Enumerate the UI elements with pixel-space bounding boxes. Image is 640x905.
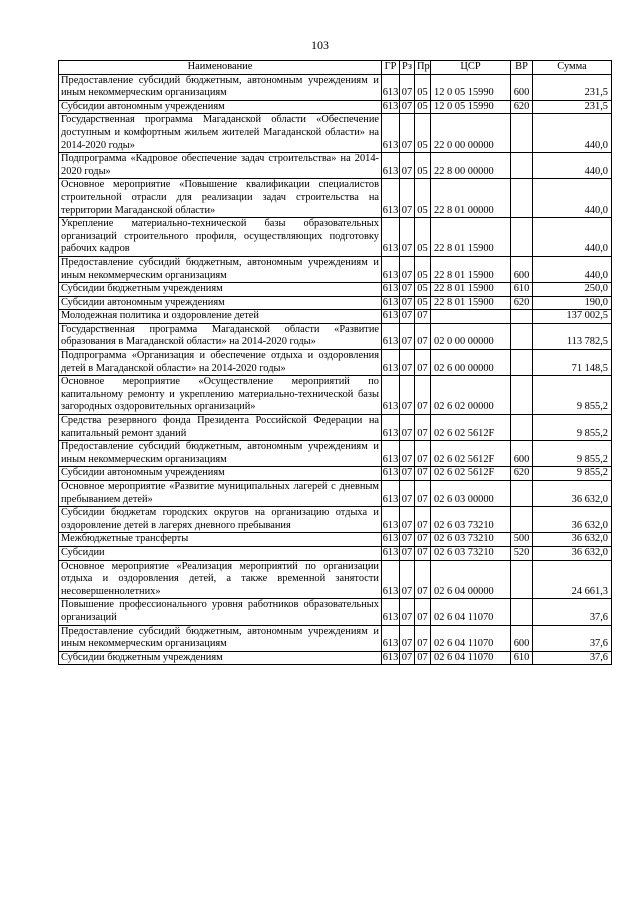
cell-name: Укрепление материально-технической базы образовательных организаций строительного профиля, осуществляющих подготовку рабочих кадров: [59, 218, 382, 257]
cell-name: Предоставление субсидий бюджетным, автономным учреждениям и иным некоммерческим организациям: [59, 74, 382, 100]
cell-name: Субсидии бюджетам городских округов на организацию отдыха и оздоровление детей в лагерях дневного пребывания: [59, 507, 382, 533]
cell-csr: 22 0 00 00000: [431, 114, 511, 153]
cell-csr: 02 6 04 00000: [431, 560, 511, 599]
table-row: [59, 546, 612, 560]
cell-pr: 05: [415, 74, 431, 100]
cell-pr: 07: [415, 481, 431, 507]
cell-csr: 02 6 03 00000: [431, 481, 511, 507]
cell-rz: 07: [400, 625, 415, 651]
cell-vr: [511, 507, 533, 533]
table-row: [59, 153, 612, 179]
cell-name: Субсидии бюджетным учреждениям: [59, 651, 382, 665]
cell-name: Предоставление субсидий бюджетным, автономным учреждениям и иным некоммерческим организациям: [59, 625, 382, 651]
cell-rz: 07: [400, 560, 415, 599]
header-csr: ЦСР: [431, 61, 511, 75]
cell-vr: [511, 114, 533, 153]
table-row: [59, 415, 612, 441]
header-gr: ГР: [382, 61, 400, 75]
page-number: 103: [311, 38, 329, 52]
cell-gr: 613: [382, 218, 400, 257]
cell-gr: 613: [382, 310, 400, 324]
cell-name: Предоставление субсидий бюджетным, автономным учреждениям и иным некоммерческим организациям: [59, 256, 382, 282]
cell-rz: 07: [400, 256, 415, 282]
cell-gr: 613: [382, 296, 400, 310]
cell-pr: 05: [415, 256, 431, 282]
cell-csr: 02 6 02 00000: [431, 376, 511, 415]
cell-csr: 02 6 03 73210: [431, 507, 511, 533]
cell-vr: 600: [511, 74, 533, 100]
cell-vr: 620: [511, 100, 533, 114]
budget-table: [58, 60, 612, 665]
cell-sum: 440,0: [533, 179, 612, 218]
cell-vr: 600: [511, 441, 533, 467]
cell-sum: 440,0: [533, 153, 612, 179]
cell-rz: 07: [400, 350, 415, 376]
cell-pr: 07: [415, 467, 431, 481]
table-row: [59, 100, 612, 114]
cell-name: Субсидии бюджетным учреждениям: [59, 283, 382, 297]
table-row: [59, 114, 612, 153]
header-pr: Пр: [415, 61, 431, 75]
cell-vr: 600: [511, 625, 533, 651]
cell-sum: 9 855,2: [533, 441, 612, 467]
table-row: [59, 296, 612, 310]
table-row: [59, 218, 612, 257]
cell-rz: 07: [400, 296, 415, 310]
cell-csr: 12 0 05 15990: [431, 100, 511, 114]
cell-sum: 440,0: [533, 256, 612, 282]
cell-vr: 620: [511, 467, 533, 481]
cell-vr: [511, 599, 533, 625]
cell-rz: 07: [400, 114, 415, 153]
cell-name: Субсидии автономным учреждениям: [59, 100, 382, 114]
cell-csr: 02 6 00 00000: [431, 350, 511, 376]
cell-pr: 07: [415, 651, 431, 665]
cell-sum: 440,0: [533, 218, 612, 257]
cell-gr: 613: [382, 74, 400, 100]
cell-rz: 07: [400, 546, 415, 560]
cell-vr: [511, 350, 533, 376]
cell-pr: 05: [415, 114, 431, 153]
cell-vr: [511, 153, 533, 179]
cell-name: Субсидии автономным учреждениям: [59, 467, 382, 481]
cell-name: Межбюджетные трансферты: [59, 533, 382, 547]
cell-vr: [511, 560, 533, 599]
table-row: [59, 481, 612, 507]
cell-csr: 02 6 03 73210: [431, 533, 511, 547]
cell-sum: 71 148,5: [533, 350, 612, 376]
cell-csr: 02 6 04 11070: [431, 599, 511, 625]
cell-name: Повышение профессионального уровня работников образовательных организаций: [59, 599, 382, 625]
cell-vr: 610: [511, 283, 533, 297]
cell-vr: 620: [511, 296, 533, 310]
cell-pr: 07: [415, 560, 431, 599]
cell-csr: 02 6 02 5612F: [431, 415, 511, 441]
cell-pr: 05: [415, 179, 431, 218]
cell-csr: 22 8 01 15900: [431, 296, 511, 310]
cell-sum: 231,5: [533, 74, 612, 100]
cell-pr: 05: [415, 296, 431, 310]
cell-gr: 613: [382, 560, 400, 599]
cell-gr: 613: [382, 546, 400, 560]
cell-vr: 520: [511, 546, 533, 560]
cell-vr: 610: [511, 651, 533, 665]
cell-vr: [511, 179, 533, 218]
cell-rz: 07: [400, 283, 415, 297]
table-row: [59, 533, 612, 547]
header-name: Наименование: [59, 61, 382, 75]
cell-vr: [511, 310, 533, 324]
cell-pr: 07: [415, 350, 431, 376]
header-rz: Рз: [400, 61, 415, 75]
cell-gr: 613: [382, 376, 400, 415]
cell-pr: 07: [415, 533, 431, 547]
table-row: [59, 441, 612, 467]
cell-pr: 07: [415, 310, 431, 324]
cell-name: Государственная программа Магаданской области «Обеспечение доступным и комфортным жильем жителей Магаданской области» на 2014-2020 годы»: [59, 114, 382, 153]
table-row: [59, 376, 612, 415]
cell-sum: 137 002,5: [533, 310, 612, 324]
cell-rz: 07: [400, 467, 415, 481]
cell-sum: 36 632,0: [533, 481, 612, 507]
cell-rz: 07: [400, 481, 415, 507]
cell-csr: 02 6 02 5612F: [431, 441, 511, 467]
cell-name: Государственная программа Магаданской области «Развитие образования в Магаданской области» на 2014-2020 годы»: [59, 323, 382, 349]
cell-pr: 07: [415, 441, 431, 467]
table-row: [59, 350, 612, 376]
cell-gr: 613: [382, 153, 400, 179]
table-header-row: [59, 61, 612, 75]
cell-name: Основное мероприятие «Развитие муниципальных лагерей с дневным пребыванием детей»: [59, 481, 382, 507]
cell-sum: 37,6: [533, 651, 612, 665]
table-body: [59, 74, 612, 665]
table-row: [59, 599, 612, 625]
cell-gr: 613: [382, 599, 400, 625]
cell-pr: 05: [415, 100, 431, 114]
cell-gr: 613: [382, 507, 400, 533]
cell-csr: [431, 310, 511, 324]
cell-pr: 05: [415, 153, 431, 179]
cell-sum: 9 855,2: [533, 376, 612, 415]
table-row: [59, 625, 612, 651]
cell-sum: 36 632,0: [533, 507, 612, 533]
cell-rz: 07: [400, 153, 415, 179]
table-row: [59, 507, 612, 533]
cell-gr: 613: [382, 481, 400, 507]
table-row: [59, 467, 612, 481]
cell-gr: 613: [382, 100, 400, 114]
cell-csr: 12 0 05 15990: [431, 74, 511, 100]
cell-rz: 07: [400, 179, 415, 218]
cell-vr: [511, 415, 533, 441]
cell-vr: 600: [511, 256, 533, 282]
table-row: [59, 283, 612, 297]
cell-csr: 22 8 01 00000: [431, 179, 511, 218]
cell-rz: 07: [400, 323, 415, 349]
header-vr: ВР: [511, 61, 533, 75]
cell-pr: 07: [415, 625, 431, 651]
cell-rz: 07: [400, 74, 415, 100]
cell-name: Средства резервного фонда Президента Российской Федерации на капитальный ремонт зданий: [59, 415, 382, 441]
table-row: [59, 179, 612, 218]
cell-name: Молодежная политика и оздоровление детей: [59, 310, 382, 324]
cell-name: Предоставление субсидий бюджетным, автономным учреждениям и иным некоммерческим организациям: [59, 441, 382, 467]
cell-csr: 22 8 01 15900: [431, 283, 511, 297]
cell-gr: 613: [382, 256, 400, 282]
cell-sum: 231,5: [533, 100, 612, 114]
cell-sum: 36 632,0: [533, 533, 612, 547]
cell-gr: 613: [382, 114, 400, 153]
table-row: [59, 256, 612, 282]
cell-name: Субсидии: [59, 546, 382, 560]
cell-vr: [511, 323, 533, 349]
cell-rz: 07: [400, 310, 415, 324]
cell-sum: 9 855,2: [533, 415, 612, 441]
cell-sum: 190,0: [533, 296, 612, 310]
cell-sum: 113 782,5: [533, 323, 612, 349]
table-row: [59, 323, 612, 349]
cell-pr: 07: [415, 507, 431, 533]
cell-csr: 22 8 01 15900: [431, 256, 511, 282]
cell-sum: 37,6: [533, 625, 612, 651]
cell-pr: 07: [415, 415, 431, 441]
cell-sum: 440,0: [533, 114, 612, 153]
cell-csr: 02 6 03 73210: [431, 546, 511, 560]
cell-gr: 613: [382, 625, 400, 651]
cell-gr: 613: [382, 441, 400, 467]
cell-gr: 613: [382, 651, 400, 665]
cell-csr: 02 6 04 11070: [431, 625, 511, 651]
cell-gr: 613: [382, 179, 400, 218]
cell-sum: 9 855,2: [533, 467, 612, 481]
cell-rz: 07: [400, 599, 415, 625]
table-row: [59, 560, 612, 599]
cell-gr: 613: [382, 533, 400, 547]
header-sum: Сумма: [533, 61, 612, 75]
cell-rz: 07: [400, 218, 415, 257]
cell-csr: 02 0 00 00000: [431, 323, 511, 349]
cell-csr: 02 6 02 5612F: [431, 467, 511, 481]
cell-gr: 613: [382, 350, 400, 376]
cell-name: Субсидии автономным учреждениям: [59, 296, 382, 310]
cell-sum: 37,6: [533, 599, 612, 625]
cell-name: Основное мероприятие «Осуществление мероприятий по капитальному ремонту и укреплению материально-технической базы загородных оздоровительных организаций»: [59, 376, 382, 415]
cell-gr: 613: [382, 323, 400, 349]
cell-csr: 22 8 01 15900: [431, 218, 511, 257]
cell-rz: 07: [400, 376, 415, 415]
cell-pr: 05: [415, 218, 431, 257]
cell-vr: [511, 218, 533, 257]
cell-gr: 613: [382, 283, 400, 297]
cell-rz: 07: [400, 441, 415, 467]
cell-vr: [511, 481, 533, 507]
cell-name: Основное мероприятие «Реализация мероприятий по организации отдыха и оздоровления детей, а также временной занятости несовершеннолетних»: [59, 560, 382, 599]
cell-csr: 22 8 00 00000: [431, 153, 511, 179]
cell-rz: 07: [400, 415, 415, 441]
table-row: [59, 651, 612, 665]
cell-rz: 07: [400, 507, 415, 533]
cell-gr: 613: [382, 467, 400, 481]
cell-pr: 07: [415, 546, 431, 560]
cell-pr: 05: [415, 283, 431, 297]
table-row: [59, 310, 612, 324]
cell-vr: 500: [511, 533, 533, 547]
cell-rz: 07: [400, 651, 415, 665]
cell-pr: 07: [415, 599, 431, 625]
cell-pr: 07: [415, 376, 431, 415]
cell-sum: 36 632,0: [533, 546, 612, 560]
cell-csr: 02 6 04 11070: [431, 651, 511, 665]
cell-gr: 613: [382, 415, 400, 441]
cell-name: Подпрограмма «Кадровое обеспечение задач строительства» на 2014-2020 годы»: [59, 153, 382, 179]
cell-rz: 07: [400, 533, 415, 547]
cell-vr: [511, 376, 533, 415]
cell-name: Основное мероприятие «Повышение квалификации специалистов строительной отрасли для реализации задач строительства на территории Магаданской области»: [59, 179, 382, 218]
table-row: [59, 74, 612, 100]
cell-sum: 24 661,3: [533, 560, 612, 599]
cell-name: Подпрограмма «Организация и обеспечение отдыха и оздоровления детей в Магаданской области» на 2014-2020 годы»: [59, 350, 382, 376]
cell-rz: 07: [400, 100, 415, 114]
cell-pr: 07: [415, 323, 431, 349]
cell-sum: 250,0: [533, 283, 612, 297]
